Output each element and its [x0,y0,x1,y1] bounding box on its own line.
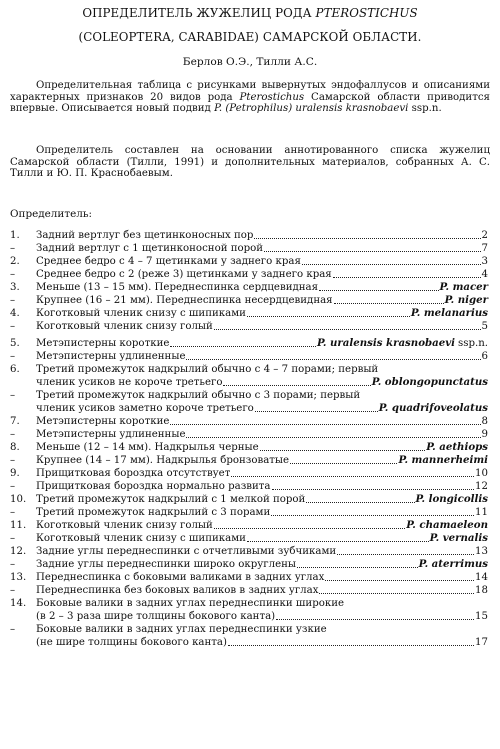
species-name: P. vernalis [429,532,488,545]
key-entry-line [10,269,488,281]
key-entry [10,546,488,558]
para1-text-c: ssp.n. [411,103,442,115]
key-entry-line [10,295,488,307]
leader-dots [186,436,480,438]
key-entry [10,520,488,532]
key-couplet-number: – [10,295,16,307]
key-entry-line [10,429,488,441]
species-name: P. aethiops [426,441,488,454]
key-couplet-text: Метэпистерны удлиненные [36,351,186,363]
key-couplet-number: 6. [10,364,20,376]
para1-taxon: P. (Petrophilus) uralensis krasnobaevi [214,103,409,115]
couplet-reference: 9 [481,429,488,441]
authors: Берлов О.Э., Тилли А.С. [182,56,318,68]
key-couplet-number: – [10,390,16,402]
key-entry-line [10,520,488,532]
key-couplet-text: Среднее бедро с 4 – 7 щетинками у заднего края [36,256,301,268]
key-couplet-number: 5. [10,338,20,350]
key-entry [10,243,488,255]
key-couplet-number: 7. [10,416,20,428]
key-entry [10,282,488,294]
key-couplet-number: 10. [10,494,27,506]
key-couplet-text: Переднеспинка с боковыми валиками в задних углах [36,572,325,584]
key-couplet-text: Меньше (12 – 14 мм). Надкрылья черные [36,442,259,454]
leader-dots [214,328,481,330]
key-couplet-text: Коготковый членик снизу с шипиками [36,308,246,320]
couplet-reference: 7 [481,243,488,255]
key-entry-line [10,243,488,255]
leader-dots [276,618,474,620]
key-couplet-number: 4. [10,308,20,320]
key-entry [10,624,488,649]
key-couplet-text: Метэпистерны удлиненные [36,429,186,441]
leader-dots [290,462,397,464]
key-entry [10,429,488,441]
key-entry [10,585,488,597]
key-entry [10,364,488,389]
taxon-suffix: ssp.n. [457,338,488,350]
key-entry-line [10,585,488,597]
key-entry-line [10,403,488,415]
key-couplet-text: Коготковый членик снизу голый [36,520,213,532]
leader-dots [319,592,474,594]
species-name: P. oblongopunctatus [371,376,488,389]
key-couplet-number: 13. [10,572,27,584]
document-title-line1 [0,7,500,21]
key-couplet-number: – [10,585,16,597]
key-couplet-number: 2. [10,256,20,268]
leader-dots [302,263,481,265]
species-name: P. quadrifoveolatus [378,402,488,415]
key-couplet-text: Метэпистерны короткие [36,416,170,428]
key-couplet-number: 12. [10,546,27,558]
leader-dots [264,250,480,252]
leader-dots [170,345,316,347]
couplet-reference: 2 [481,230,488,241]
key-couplet-number: – [10,559,16,571]
key-entry [10,338,488,350]
key-couplet-number: – [10,429,16,441]
key-entry-line [10,364,488,376]
key-entry-line [10,468,488,480]
key-couplet-text: Задние углы переднеспинки с отчетливыми зубчиками [36,546,337,558]
intro-paragraph-2 [10,145,490,180]
leader-dots [254,237,480,239]
key-entry-line [10,624,488,636]
key-entry [10,468,488,480]
key-entry-line [10,611,488,623]
key-entry [10,507,488,519]
leader-dots [260,449,426,451]
key-couplet-text: Боковые валики в задних углах переднеспинки узкие [36,624,327,636]
key-couplet-text: Среднее бедро с 2 (реже 3) щетинками у заднего края [36,269,332,281]
key-entry-line [10,494,488,506]
key-entry [10,442,488,454]
leader-dots [334,302,444,304]
leader-dots [231,475,474,477]
key-couplet-number: – [10,533,16,545]
leader-dots [319,289,438,291]
key-heading: Определитель: [10,208,92,220]
key-couplet-number: – [10,243,16,255]
key-couplet-text: Метэпистерны короткие [36,338,170,350]
key-entry-line [10,598,488,610]
key-couplet-text: Коготковый членик снизу с шипиками [36,533,246,545]
key-entry [10,351,488,363]
species-name: P. longicollis [415,493,488,506]
couplet-reference: 4 [481,269,488,281]
leader-dots [325,579,474,581]
key-couplet-number: 14. [10,598,27,610]
key-entry-line [10,230,488,242]
key-couplet-number: – [10,321,16,333]
leader-dots [297,566,418,568]
couplet-reference: 17 [475,637,488,649]
key-couplet-continuation: (не шире толщины бокового канта) [36,637,227,649]
key-couplet-continuation: (в 2 – 3 раза шире толщины бокового канта) [36,611,276,623]
key-couplet-text: Задний вертлуг с 1 щетинконосной порой [36,243,264,255]
leader-dots [223,384,370,386]
para1-text-a: Определительная таблица с рисунками вывернутых эндофаллусов и описаниями характерных признаков 20 видов рода [10,80,490,103]
para2-text: Определитель составлен на основании аннотированного списка жужелиц Самарской области (Тилли, 1991) и дополнительных материалов, собранных А. С. Тилли и Ю. П. Краснобаевым. [10,145,490,180]
key-couplet-text: Переднеспинка без боковых валиков в задних углах [36,585,319,597]
key-entry [10,559,488,571]
key-entry-line [10,546,488,558]
key-entry [10,390,488,415]
key-couplet-number: 1. [10,230,20,241]
identification-key [10,230,488,651]
key-couplet-text: Задний вертлуг без щетинконосных пор [36,230,254,241]
couplet-reference: 15 [475,611,488,623]
key-entry [10,295,488,307]
key-couplet-number: 11. [10,520,27,532]
key-couplet-text: Третий промежуток надкрылий обычно с 3 порами; первый [36,390,361,402]
key-entry [10,533,488,545]
couplet-reference: 11 [475,507,488,519]
document-title-line2: (COLEOPTERA, CARABIDAE) САМАРСКОЙ ОБЛАСТИ. [78,30,422,44]
key-couplet-number: 8. [10,442,20,454]
key-entry-line [10,507,488,519]
couplet-reference: 14 [475,572,488,584]
key-entry-line [10,637,488,649]
key-couplet-text: Третий промежуток надкрылий обычно с 4 – 7 порами; первый [36,364,379,376]
key-couplet-text: Меньше (13 – 15 мм). Переднеспинка сердцевидная [36,282,319,294]
key-entry [10,256,488,268]
key-entry-line [10,481,488,493]
key-couplet-text: Прищитковая бороздка отсутствует [36,468,231,480]
couplet-reference: 12 [475,481,488,493]
key-entry-line [10,533,488,545]
key-couplet-number: – [10,455,16,467]
leader-dots [247,315,410,317]
key-entry-line [10,442,488,454]
key-couplet-number: – [10,624,16,636]
leader-dots [228,644,474,646]
key-couplet-text: Крупнее (14 – 17 мм). Надкрылья бронзоватые [36,455,290,467]
couplet-reference: 18 [475,585,488,597]
key-entry-line [10,256,488,268]
key-entry [10,572,488,584]
key-entry-line [10,321,488,333]
key-couplet-text: Задние углы переднеспинки широко округлены [36,559,297,571]
key-entry-line [10,282,488,294]
couplet-reference: 6 [481,351,488,363]
key-couplet-number: 3. [10,282,20,294]
species-name: P. melanarius [410,307,488,320]
leader-dots [255,410,378,412]
key-entry [10,308,488,320]
key-entry-line [10,416,488,428]
intro-paragraph-1 [10,80,490,115]
key-couplet-text: Боковые валики в задних углах переднеспинки широкие [36,598,345,610]
species-name: P. chamaeleon [406,519,488,532]
key-entry-line [10,455,488,467]
species-name: P. macer [439,281,488,294]
key-entry [10,416,488,428]
species-name: P. niger [444,294,488,307]
leader-dots [247,540,429,542]
title-text: ОПРЕДЕЛИТЕЛЬ ЖУЖЕЛИЦ РОДА [82,6,312,20]
key-entry-line [10,338,488,350]
leader-dots [337,553,474,555]
key-couplet-continuation: членик усиков не короче третьего [36,377,223,389]
key-entry [10,230,488,242]
key-entry-line [10,572,488,584]
key-couplet-text: Третий промежуток надкрылий с 3 порами [36,507,271,519]
key-couplet-text: Коготковый членик снизу голый [36,321,213,333]
key-couplet-text: Крупнее (16 – 21 мм). Переднеспинка несердцевидная [36,295,333,307]
leader-dots [186,358,480,360]
key-couplet-number: – [10,269,16,281]
para1-genus: Pterostichus [239,91,305,103]
leader-dots [170,423,480,425]
key-entry [10,321,488,333]
couplet-reference: 10 [475,468,488,480]
species-name: P. mannerheimi [398,454,488,467]
key-couplet-number: – [10,351,16,363]
title-genus: PTEROSTICHUS [315,6,418,20]
species-name: P. uralensis krasnobaevi [316,337,455,350]
key-entry [10,598,488,623]
key-entry [10,269,488,281]
key-entry-line [10,351,488,363]
key-entry [10,455,488,467]
key-entry-line [10,308,488,320]
key-couplet-text: Третий промежуток надкрылий с 1 мелкой порой [36,494,306,506]
couplet-reference: 5 [481,321,488,333]
key-couplet-number: 9. [10,468,20,480]
key-couplet-text: Прищитковая бороздка нормально развита [36,481,271,493]
couplet-reference: 13 [475,546,488,558]
couplet-reference: 8 [481,416,488,428]
key-entry [10,494,488,506]
species-name: P. aterrimus [418,558,488,571]
couplet-reference: 3 [481,256,488,268]
leader-dots [271,514,474,516]
key-entry-line [10,390,488,402]
leader-dots [272,488,475,490]
key-entry [10,481,488,493]
para1-text-b: Самарской области приводится впервые. Описывается новый подвид [10,91,490,115]
leader-dots [306,501,414,503]
key-couplet-number: – [10,481,16,493]
leader-dots [333,276,481,278]
leader-dots [214,527,405,529]
key-entry-line [10,559,488,571]
key-couplet-number: – [10,507,16,519]
key-couplet-continuation: членик усиков заметно короче третьего [36,403,254,415]
key-entry-line [10,377,488,389]
